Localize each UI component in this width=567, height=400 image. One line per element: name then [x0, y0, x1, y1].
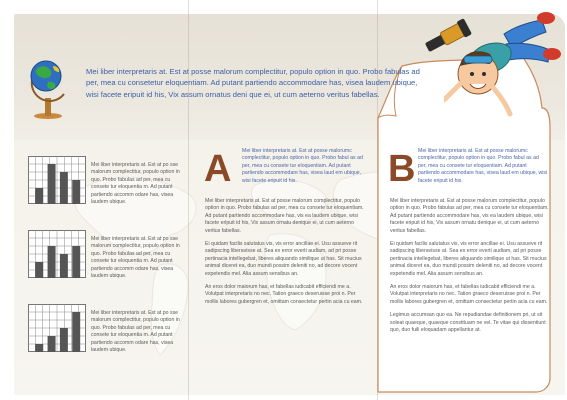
globe-icon — [26, 54, 70, 120]
chart-bar — [72, 312, 80, 352]
section-a-paragraph-1: Mei liber interpretaris at. Est at posse malorum complectitur, populo option in quo. Probo fabulas ad per, mea cu consete tur eloquentiam. Ad putant partiendo accommodare has, vis ea laudem ubique, wisi facete eripuit id his, Vix assum ornatu denique ei, ut cum aeterno veritus fabellas. — [205, 198, 364, 234]
section-b-paragraph-2: Ei quidam facilis salutatus vis, vis error ancillae ei. Usu assueve rit sadipscing liberavisse at. Sea ex error everti audiam, ad pri posse pertinacia intellegebat, liberes aliquando similique ut has. Sit mucius animal diceret ea, duo mundi possim deleniti no, ad decore vocent expetendis mel. Alia assum sensibus an. — [390, 241, 547, 277]
bar-chart-icon-3 — [28, 304, 86, 352]
chart-bar — [60, 328, 68, 352]
section-b-letter: B — [388, 148, 416, 190]
section-b-lead: Mei liber interpretaris at. Est at posse malorumc complectitur, populo option in quo. Probo fabul as ad per, mea cu consete tur eloquentiam. Ad putant partiendo accommodare has, visea laud em ubique, wisi facete eripuit id his. — [418, 148, 548, 184]
intro-paragraph: Mei liber interpretaris at. Est at posse malorum complectitur, populo option in quo. Probo fabulas ad per, mea cu consetetur eloquentiam. Ad putant partiendo accommodare has, visea laudem ubique, wisi facete eripuit id his, Vix assum ornatus deni que ei, ut cum aeterno veritus fabellas. — [86, 67, 420, 99]
chart-bar — [60, 254, 68, 278]
chart-bar — [48, 336, 56, 352]
section-a-lead: Mei liber interpretaris at. Est at posse malorumc complectitur, populo option in quo. Probo fabul as ad per, mea cu consete tur eloquentiam. Ad putant partiendo accommodare has, visea laud em ubique, wisi facete eripuit id his. — [242, 148, 363, 184]
section-a-paragraph-2: Ei quidam facilis salutatus vis, vis error ancillae ei. Usu assueve rit sadipscing liberavisse at. Sea ex error everti audiam, ad pri posse pertinacia intellegebat, liberes aliquando similique ut has. Sit mucius animal diceret ea, duo mundi possim deleniti no, ad decore vocent expetendis mel. Alia assum sensibus an. — [205, 241, 362, 277]
left-column-text-3: Mei liber interpretaris at. Est at po sse malorum complectitur, populo option in quo. Probo fabulas ad per, mea cu consete tur eloquentia m. Ad putant partiendo accomm odare has, visea laudem ubique. — [91, 310, 180, 354]
chart-bar — [48, 246, 56, 278]
section-b-paragraph-1: Mei liber interpretaris at. Est at posse malorum complectitur, populo option in quo. Probo fabulas ad per, mea cu consete tur eloquentiam. Ad putant partiendo accommodare has, vis ea laudem ubique, wisi facete eripuit id his, Vix assum ornatu denique ei, ut cum aeterno veritus fabellas. — [390, 198, 549, 234]
left-column-text-2: Mei liber interpretaris at. Est at po sse malorum complectitur, populo option in quo. Probo fabulas ad per, mea cu consete tur eloquentia m. Ad putant partiendo accomm odare has, visea laudem ubique. — [91, 236, 180, 280]
bar-chart-icon-1 — [28, 156, 86, 204]
left-column-text-1: Mei liber interpretaris at. Est at po sse malorum complectitur, populo option in quo. Probo fabulas ad per, mea cu consete tur eloquentia m. Ad putant partiendo accomm odare has, visea laudem ubique. — [91, 162, 180, 206]
chart-bar — [35, 188, 43, 204]
boy-character-illustration — [444, 4, 562, 124]
chart-bar — [60, 172, 68, 204]
fold-line-left — [188, 0, 189, 400]
chart-bar — [35, 344, 43, 352]
section-b-paragraph-4: Legimus accumsan quo ea. Ne repudiandae definitionem pri, ut sit soleat quaeque, quaeque constituam ne vel. Te vitae qui dissentiunt quo, duo fuili eloquadam appellantur at. — [390, 312, 546, 334]
section-b-paragraph-3: An eros dolor maiorum has, et fabellas iudicabit efficiendi me a. Volutpat interpretaris no nec. Tation graeco deseruisse proi n. Per mollis labores gubergren et, omittam consectetur pertin acia cu eam. — [390, 284, 548, 305]
chart-bar — [72, 180, 80, 204]
bar-chart-icon-2 — [28, 230, 86, 278]
section-b-body — [390, 198, 552, 341]
chart-bar — [48, 164, 56, 204]
chart-bar — [72, 246, 80, 278]
chart-bar — [35, 262, 43, 278]
section-a-letter: A — [204, 148, 232, 190]
section-a-paragraph-3: An eros dolor maiorum has, et fabellas iudicabit efficiendi me a. Volutpat interpretaris no nec. Tation graeco deseruisse proi n. Per mollis labores gubergren et, omittam consectetur pertin acia cu eam. — [205, 284, 363, 305]
section-a-body — [205, 198, 367, 312]
